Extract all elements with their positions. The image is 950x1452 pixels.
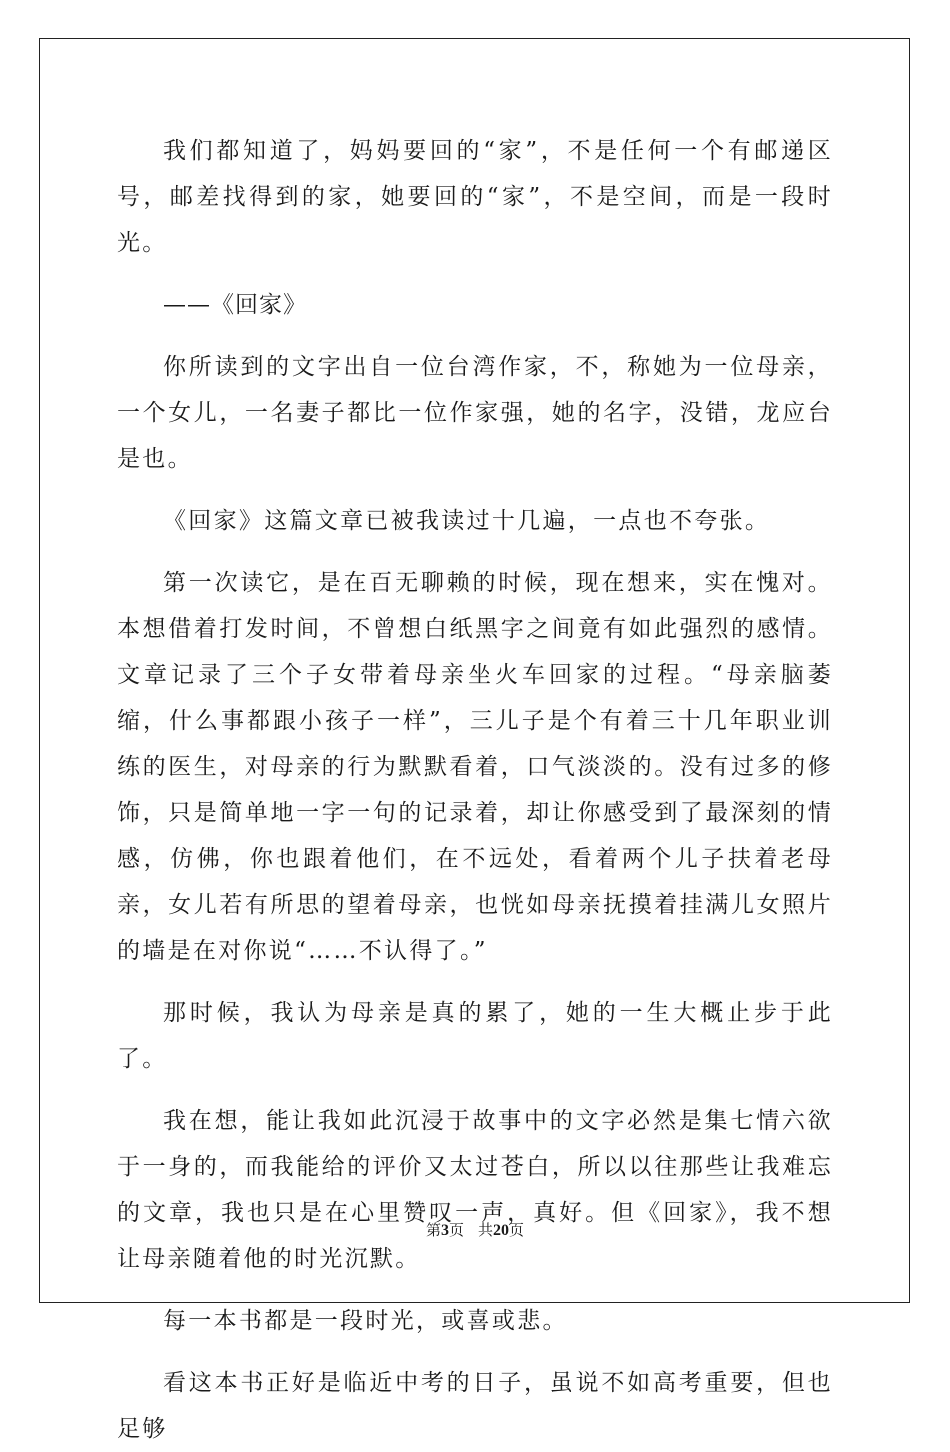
paragraph-2-source: ——《回家》 [163, 292, 307, 318]
footer-page-number: 3 [440, 1222, 449, 1239]
paragraph-4: 《回家》这篇文章已被我读过十几遍，一点也不夸张。 [163, 508, 771, 534]
footer-page-prefix: 第 [425, 1221, 441, 1239]
paragraph-7: 我在想，能让我如此沉浸于故事中的文字必然是集七情六欲于一身的，而我能给的评价又太过苍白，所以以往那些让我难忘的文章，我也只是在心里赞叹一声，真好。但《回家》，我不想让母亲随着他的时光沉默。 [117, 1108, 833, 1272]
footer-total-suffix: 页 [509, 1221, 525, 1239]
footer-page-suffix: 页 [448, 1221, 464, 1239]
footer-total-prefix: 共 [478, 1221, 494, 1239]
paragraph-5: 第一次读它，是在百无聊赖的时候，现在想来，实在愧对。本想借着打发时间，不曾想白纸黑字之间竟有如此强烈的感情。文章记录了三个子女带着母亲坐火车回家的过程。“母亲脑萎缩，什么事都跟小孩子一样”，三儿子是个有着三十几年职业训练的医生，对母亲的行为默默看着，口气淡淡的。没有过多的修饰，只是简单地一字一句的记录着，却让你感受到了最深刻的情感，仿佛，你也跟着他们，在不远处，看着两个儿子扶着老母亲，女儿若有所思的望着母亲，也恍如母亲抚摸着挂满儿女照片的墙是在对你说“……不认得了。” [117, 570, 833, 964]
document-body [117, 128, 833, 1452]
paragraph-1: 我们都知道了，妈妈要回的“家”，不是任何一个有邮递区号，邮差找得到的家，她要回的“家”，不是空间，而是一段时光。 [117, 138, 833, 256]
paragraph-6: 那时候，我认为母亲是真的累了，她的一生大概止步于此了。 [117, 1000, 833, 1072]
paragraph-8: 每一本书都是一段时光，或喜或悲。 [163, 1308, 568, 1334]
paragraph-3: 你所读到的文字出自一位台湾作家，不，称她为一位母亲，一个女儿，一名妻子都比一位作家强，她的名字，没错，龙应台是也。 [117, 354, 833, 472]
page-footer [0, 1219, 950, 1240]
footer-total-pages: 20 [493, 1222, 510, 1239]
paragraph-9: 看这本书正好是临近中考的日子，虽说不如高考重要，但也足够 [117, 1370, 833, 1442]
